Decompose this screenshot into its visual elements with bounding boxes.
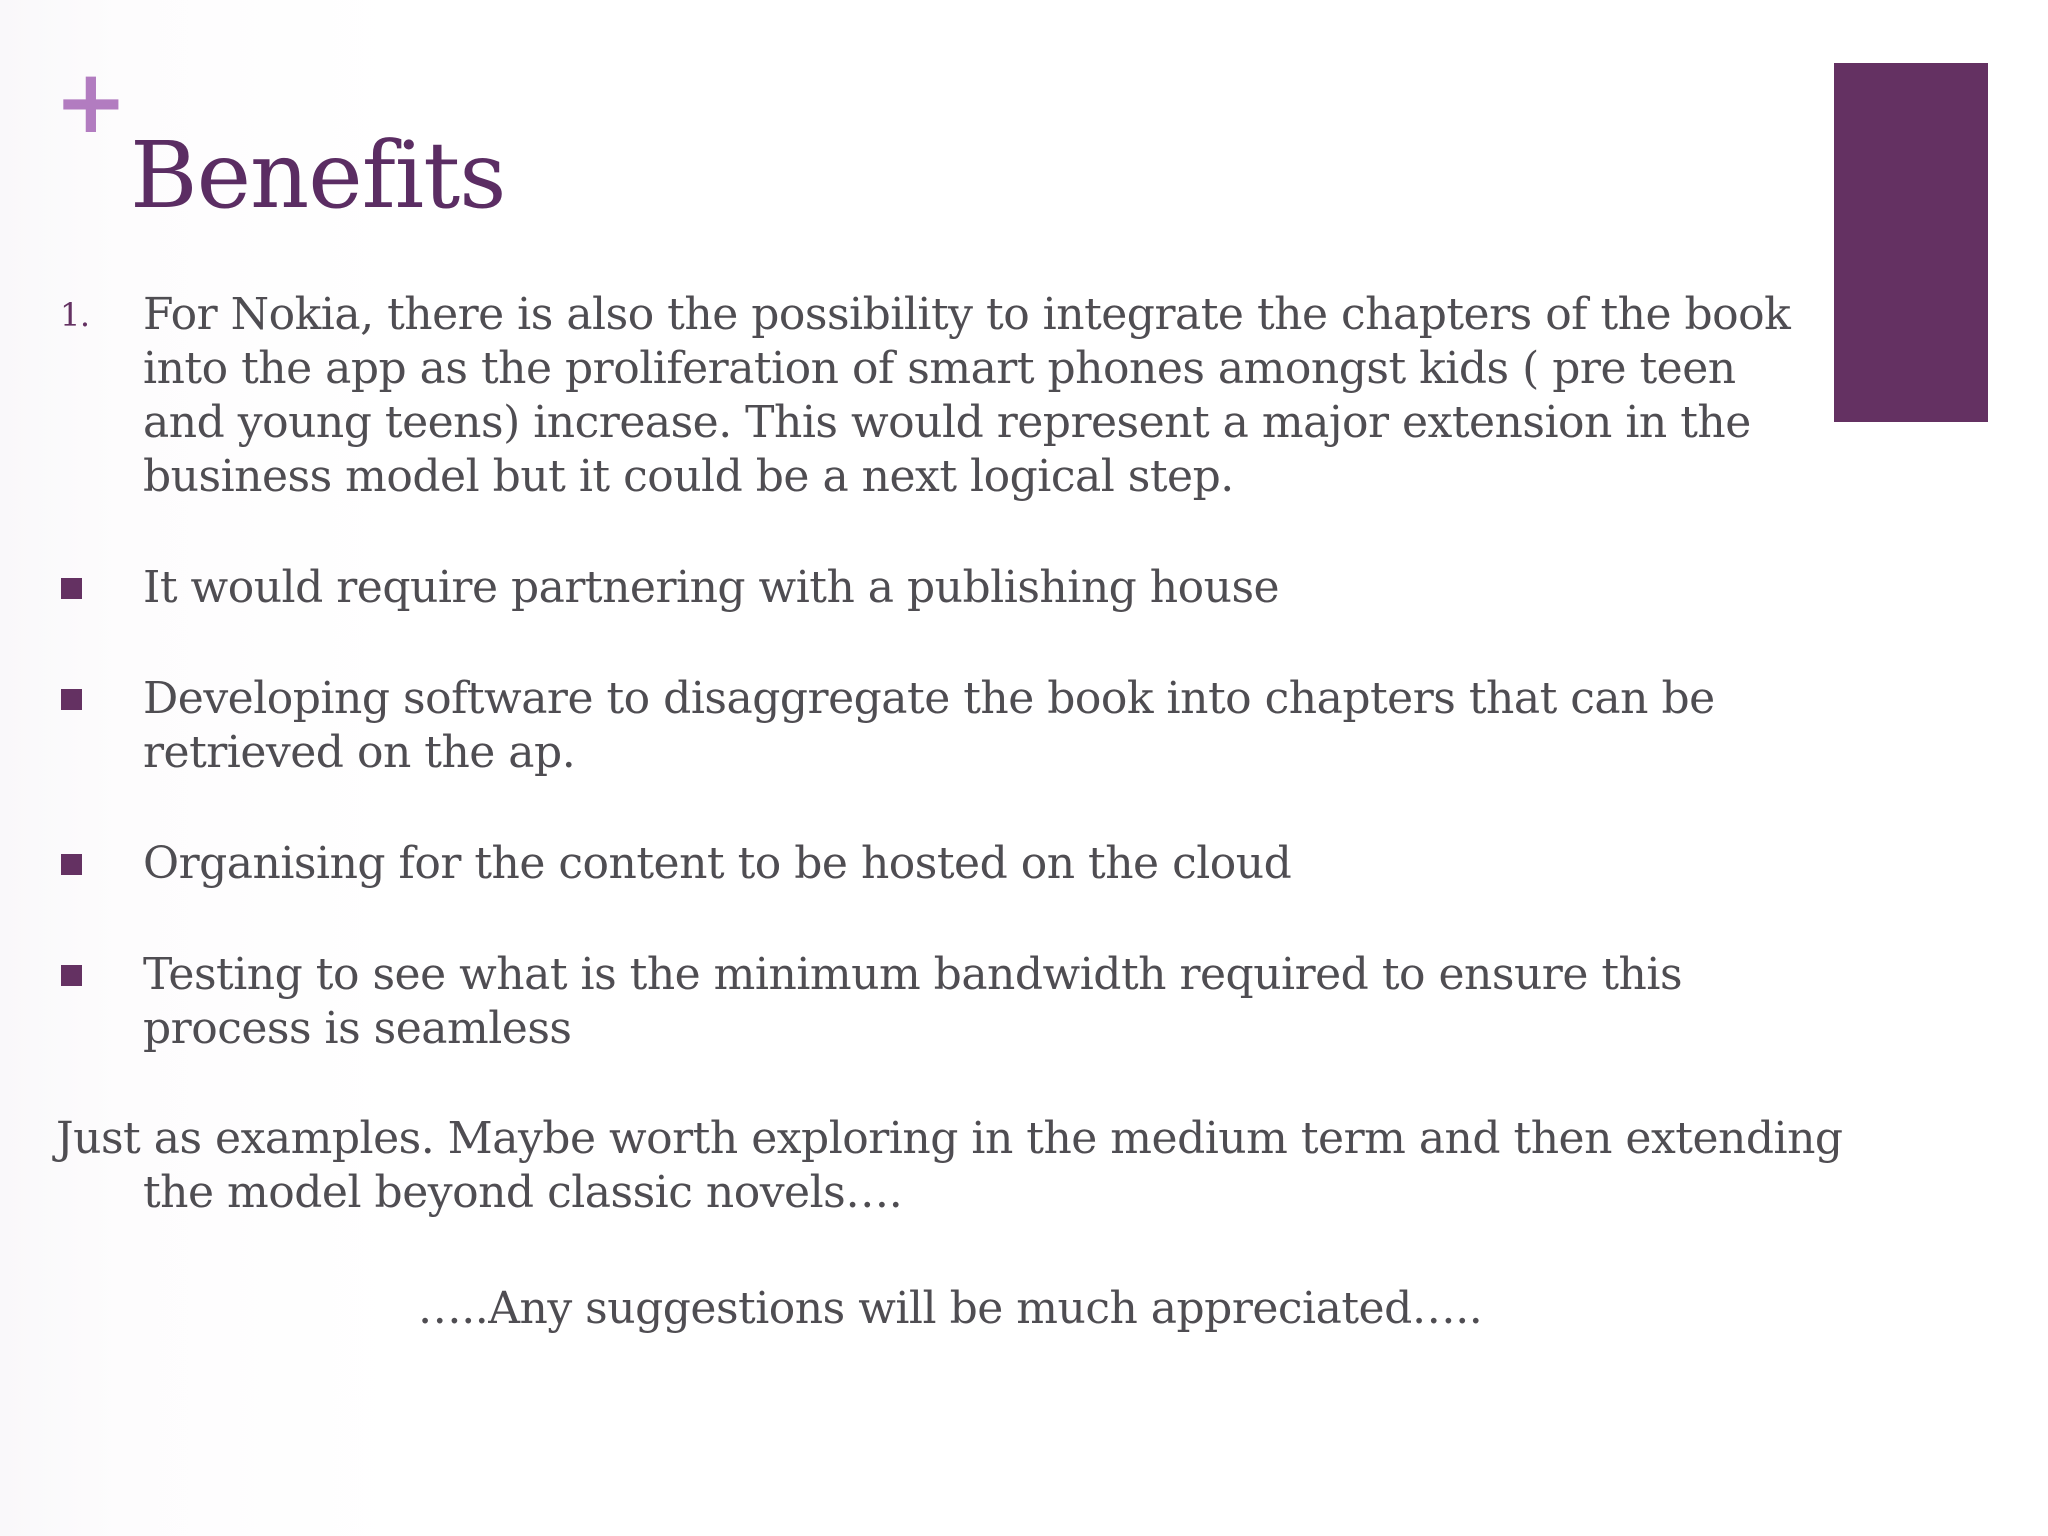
slide-title: Benefits <box>130 122 506 229</box>
bullet-item <box>143 948 1803 1056</box>
numbered-item-text: For Nokia, there is also the possibility to integrate the chapters of the book into the app as the proliferation of smart phones amongst kids ( pre teen and young teens) increase. This would represent a major extension in the business model but it could be a next logical step. <box>143 289 1791 502</box>
accent-bar <box>1834 63 1988 422</box>
bullet-item <box>143 672 1803 780</box>
bullet-square-icon <box>61 578 82 599</box>
bullet-square-icon <box>61 854 82 875</box>
closing-text: Just as examples. Maybe worth exploring in the medium term and then extending the model beyond classic novels…. <box>56 1113 1843 1218</box>
bullet-item-text: It would require partnering with a publishing house <box>143 562 1280 613</box>
bullet-item-text: Organising for the content to be hosted on the cloud <box>143 838 1292 889</box>
bullet-square-icon <box>61 965 82 986</box>
bullet-item-text: Developing software to disaggregate the book into chapters that can be retrieved on the ap. <box>143 673 1715 778</box>
bullet-item <box>143 561 1803 615</box>
bullet-square-icon <box>61 689 82 710</box>
bullet-item <box>143 837 1803 891</box>
number-marker: 1. <box>60 296 90 334</box>
plus-icon: + <box>54 50 128 153</box>
bullet-item-text: Testing to see what is the minimum bandwidth required to ensure this process is seamless <box>143 949 1683 1054</box>
numbered-item <box>60 288 1803 504</box>
final-note: …..Any suggestions will be much appreciated….. <box>417 1283 1483 1334</box>
